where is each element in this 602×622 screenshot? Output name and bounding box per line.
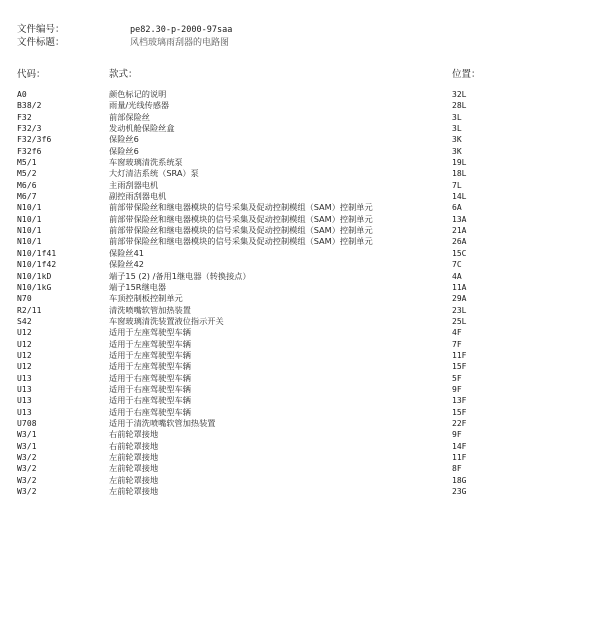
list-row [0,350,602,361]
component-list [0,89,602,497]
row-pos: 19L [452,158,467,168]
list-row [0,452,602,463]
row-pos: 7C [452,260,462,270]
row-pos: 14L [452,192,467,202]
list-row [0,429,602,440]
row-pos: 11F [452,350,467,360]
row-code: F32 [17,112,32,122]
list-row [0,373,602,384]
row-desc: 适用于清洗喷嘴软管加热装置 [109,417,216,428]
row-code: U12 [17,350,32,360]
row-desc: 适用于左座驾驶型车辆 [109,349,191,360]
list-row [0,202,602,213]
row-pos: 21A [452,226,467,236]
row-desc: 适用于右座驾驶型车辆 [109,406,191,417]
row-pos: 23L [452,305,467,315]
row-code: U708 [17,418,37,428]
list-row [0,316,602,327]
row-desc: 大灯清洁系统（SRA）泵 [109,168,199,179]
row-pos: 7F [452,339,462,349]
row-pos: 15F [452,362,467,372]
row-pos: 26A [452,237,467,247]
row-code: F32/3f6 [17,135,52,145]
list-row [0,123,602,134]
list-row [0,418,602,429]
row-code: M6/7 [17,192,37,202]
row-pos: 13F [452,396,467,406]
row-code: N10/1f42 [17,260,57,270]
list-row [0,214,602,225]
row-desc: 适用于右座驾驶型车辆 [109,372,191,383]
row-pos: 18G [452,475,467,485]
row-pos: 13A [452,214,467,224]
row-code: W3/2 [17,475,37,485]
list-row [0,89,602,100]
row-desc: 适用于左座驾驶型车辆 [109,361,191,372]
row-code: N10/1kG [17,282,52,292]
list-row [0,146,602,157]
row-code: W3/1 [17,441,37,451]
row-code: N10/1 [17,214,42,224]
row-code: N10/1 [17,237,42,247]
list-row [0,327,602,338]
row-code: U12 [17,328,32,338]
list-row [0,236,602,247]
row-code: W3/2 [17,453,37,462]
list-row [0,282,602,293]
row-code: N10/1f41 [17,248,57,258]
row-code: W3/2 [17,464,37,474]
row-desc: 雨量/光线传感器 [109,100,170,111]
list-row [0,157,602,168]
row-pos: 11F [452,453,467,462]
row-desc: 右前轮罩接地 [109,429,159,440]
row-code: M5/1 [17,158,37,168]
row-desc: 副控雨刮器电机 [109,191,167,202]
list-row [0,168,602,179]
row-desc: 适用于右座驾驶型车辆 [109,383,191,394]
row-code: N10/1 [17,203,42,213]
row-desc: 清洗喷嘴软管加热装置 [109,304,191,315]
list-row [0,293,602,304]
list-row [0,248,602,259]
doc-number-value: pe82.30-p-2000-97saa [130,25,233,35]
row-desc: 前部保险丝 [109,111,150,122]
list-row [0,180,602,191]
row-pos: 14F [452,441,467,451]
row-code: M5/2 [17,169,37,179]
row-pos: 15C [452,248,467,258]
row-code: U13 [17,373,32,383]
row-desc: 前部带保险丝和继电器模块的信号采集及促动控制模组（SAM）控制单元 [109,225,373,236]
row-pos: 7L [452,180,462,190]
row-desc: 前部带保险丝和继电器模块的信号采集及促动控制模组（SAM）控制单元 [109,202,373,213]
doc-number-label: 文件编号： [17,24,65,35]
row-desc: 前部带保险丝和继电器模块的信号采集及促动控制模组（SAM）控制单元 [109,236,373,247]
doc-title-value: 风档玻璃雨刮器的电路图 [130,38,230,48]
row-desc: 保险丝41 [109,247,144,258]
row-desc: 左前轮罩接地 [109,452,159,462]
row-code: W3/2 [17,487,37,497]
row-code: U12 [17,339,32,349]
row-desc: 适用于右座驾驶型车辆 [109,395,191,406]
row-pos: 25L [452,316,467,326]
row-pos: 3K [452,146,462,156]
row-code: N70 [17,294,32,304]
row-desc: 保险丝6 [109,134,139,145]
column-header-position: 位置： [452,69,481,80]
row-pos: 9F [452,430,462,440]
list-row [0,225,602,236]
row-pos: 23G [452,487,467,497]
row-code: N10/1 [17,226,42,236]
row-pos: 29A [452,294,467,304]
row-pos: 3L [452,124,462,134]
row-pos: 32L [452,90,467,99]
row-desc: 车窗玻璃清洗装置液位指示开关 [109,315,224,326]
row-pos: 18L [452,169,467,179]
list-row [0,486,602,497]
row-desc: 端子15 (2) /备用1继电器（转换接点） [109,270,251,281]
row-code: W3/1 [17,430,37,440]
row-code: S42 [17,316,32,326]
row-desc: 适用于左座驾驶型车辆 [109,338,191,349]
row-pos: 15F [452,407,467,417]
list-row [0,305,602,316]
doc-title-label: 文件标题： [17,37,65,48]
row-desc: 保险丝42 [109,259,144,270]
row-pos: 9F [452,384,462,394]
row-desc: 发动机舱保险丝盒 [109,123,175,134]
row-code: U13 [17,407,32,417]
row-desc: 前部带保险丝和继电器模块的信号采集及促动控制模组（SAM）控制单元 [109,213,373,224]
row-code: U13 [17,384,32,394]
list-row [0,384,602,395]
row-code: R2/11 [17,305,42,315]
list-row [0,191,602,202]
row-pos: 4A [452,271,462,281]
row-desc: 保险丝6 [109,145,139,156]
row-desc: 左前轮罩接地 [109,474,159,485]
row-pos: 22F [452,418,467,428]
row-desc: 颜色标记的说明 [109,89,167,99]
list-row [0,339,602,350]
row-desc: 端子15R继电器 [109,281,167,292]
row-pos: 28L [452,101,467,111]
row-pos: 11A [452,282,467,292]
row-pos: 3L [452,112,462,122]
list-row [0,463,602,474]
row-desc: 主雨刮器电机 [109,179,159,190]
row-code: M6/6 [17,180,37,190]
row-pos: 4F [452,328,462,338]
row-code: U13 [17,396,32,406]
row-pos: 3K [452,135,462,145]
row-code: U12 [17,362,32,372]
list-row [0,441,602,452]
row-desc: 左前轮罩接地 [109,463,159,474]
row-pos: 5F [452,373,462,383]
row-pos: 8F [452,464,462,474]
list-row [0,259,602,270]
row-code: N10/1kD [17,271,52,281]
list-row [0,112,602,123]
list-row [0,100,602,111]
row-code: F32/3 [17,124,42,134]
column-header-code: 代码： [17,69,46,80]
row-desc: 车窗玻璃清洗系统泵 [109,157,183,168]
row-desc: 车顶控制板控制单元 [109,293,183,304]
column-header-model: 款式： [109,69,138,80]
row-pos: 6A [452,203,462,213]
row-code: F32f6 [17,146,42,156]
row-code: A0 [17,90,27,99]
list-row [0,134,602,145]
row-desc: 适用于左座驾驶型车辆 [109,327,191,338]
row-code: B38/2 [17,101,42,111]
row-desc: 左前轮罩接地 [109,486,159,497]
row-desc: 右前轮罩接地 [109,440,159,451]
list-row [0,361,602,372]
list-row [0,475,602,486]
list-row [0,395,602,406]
list-row [0,271,602,282]
list-row [0,407,602,418]
